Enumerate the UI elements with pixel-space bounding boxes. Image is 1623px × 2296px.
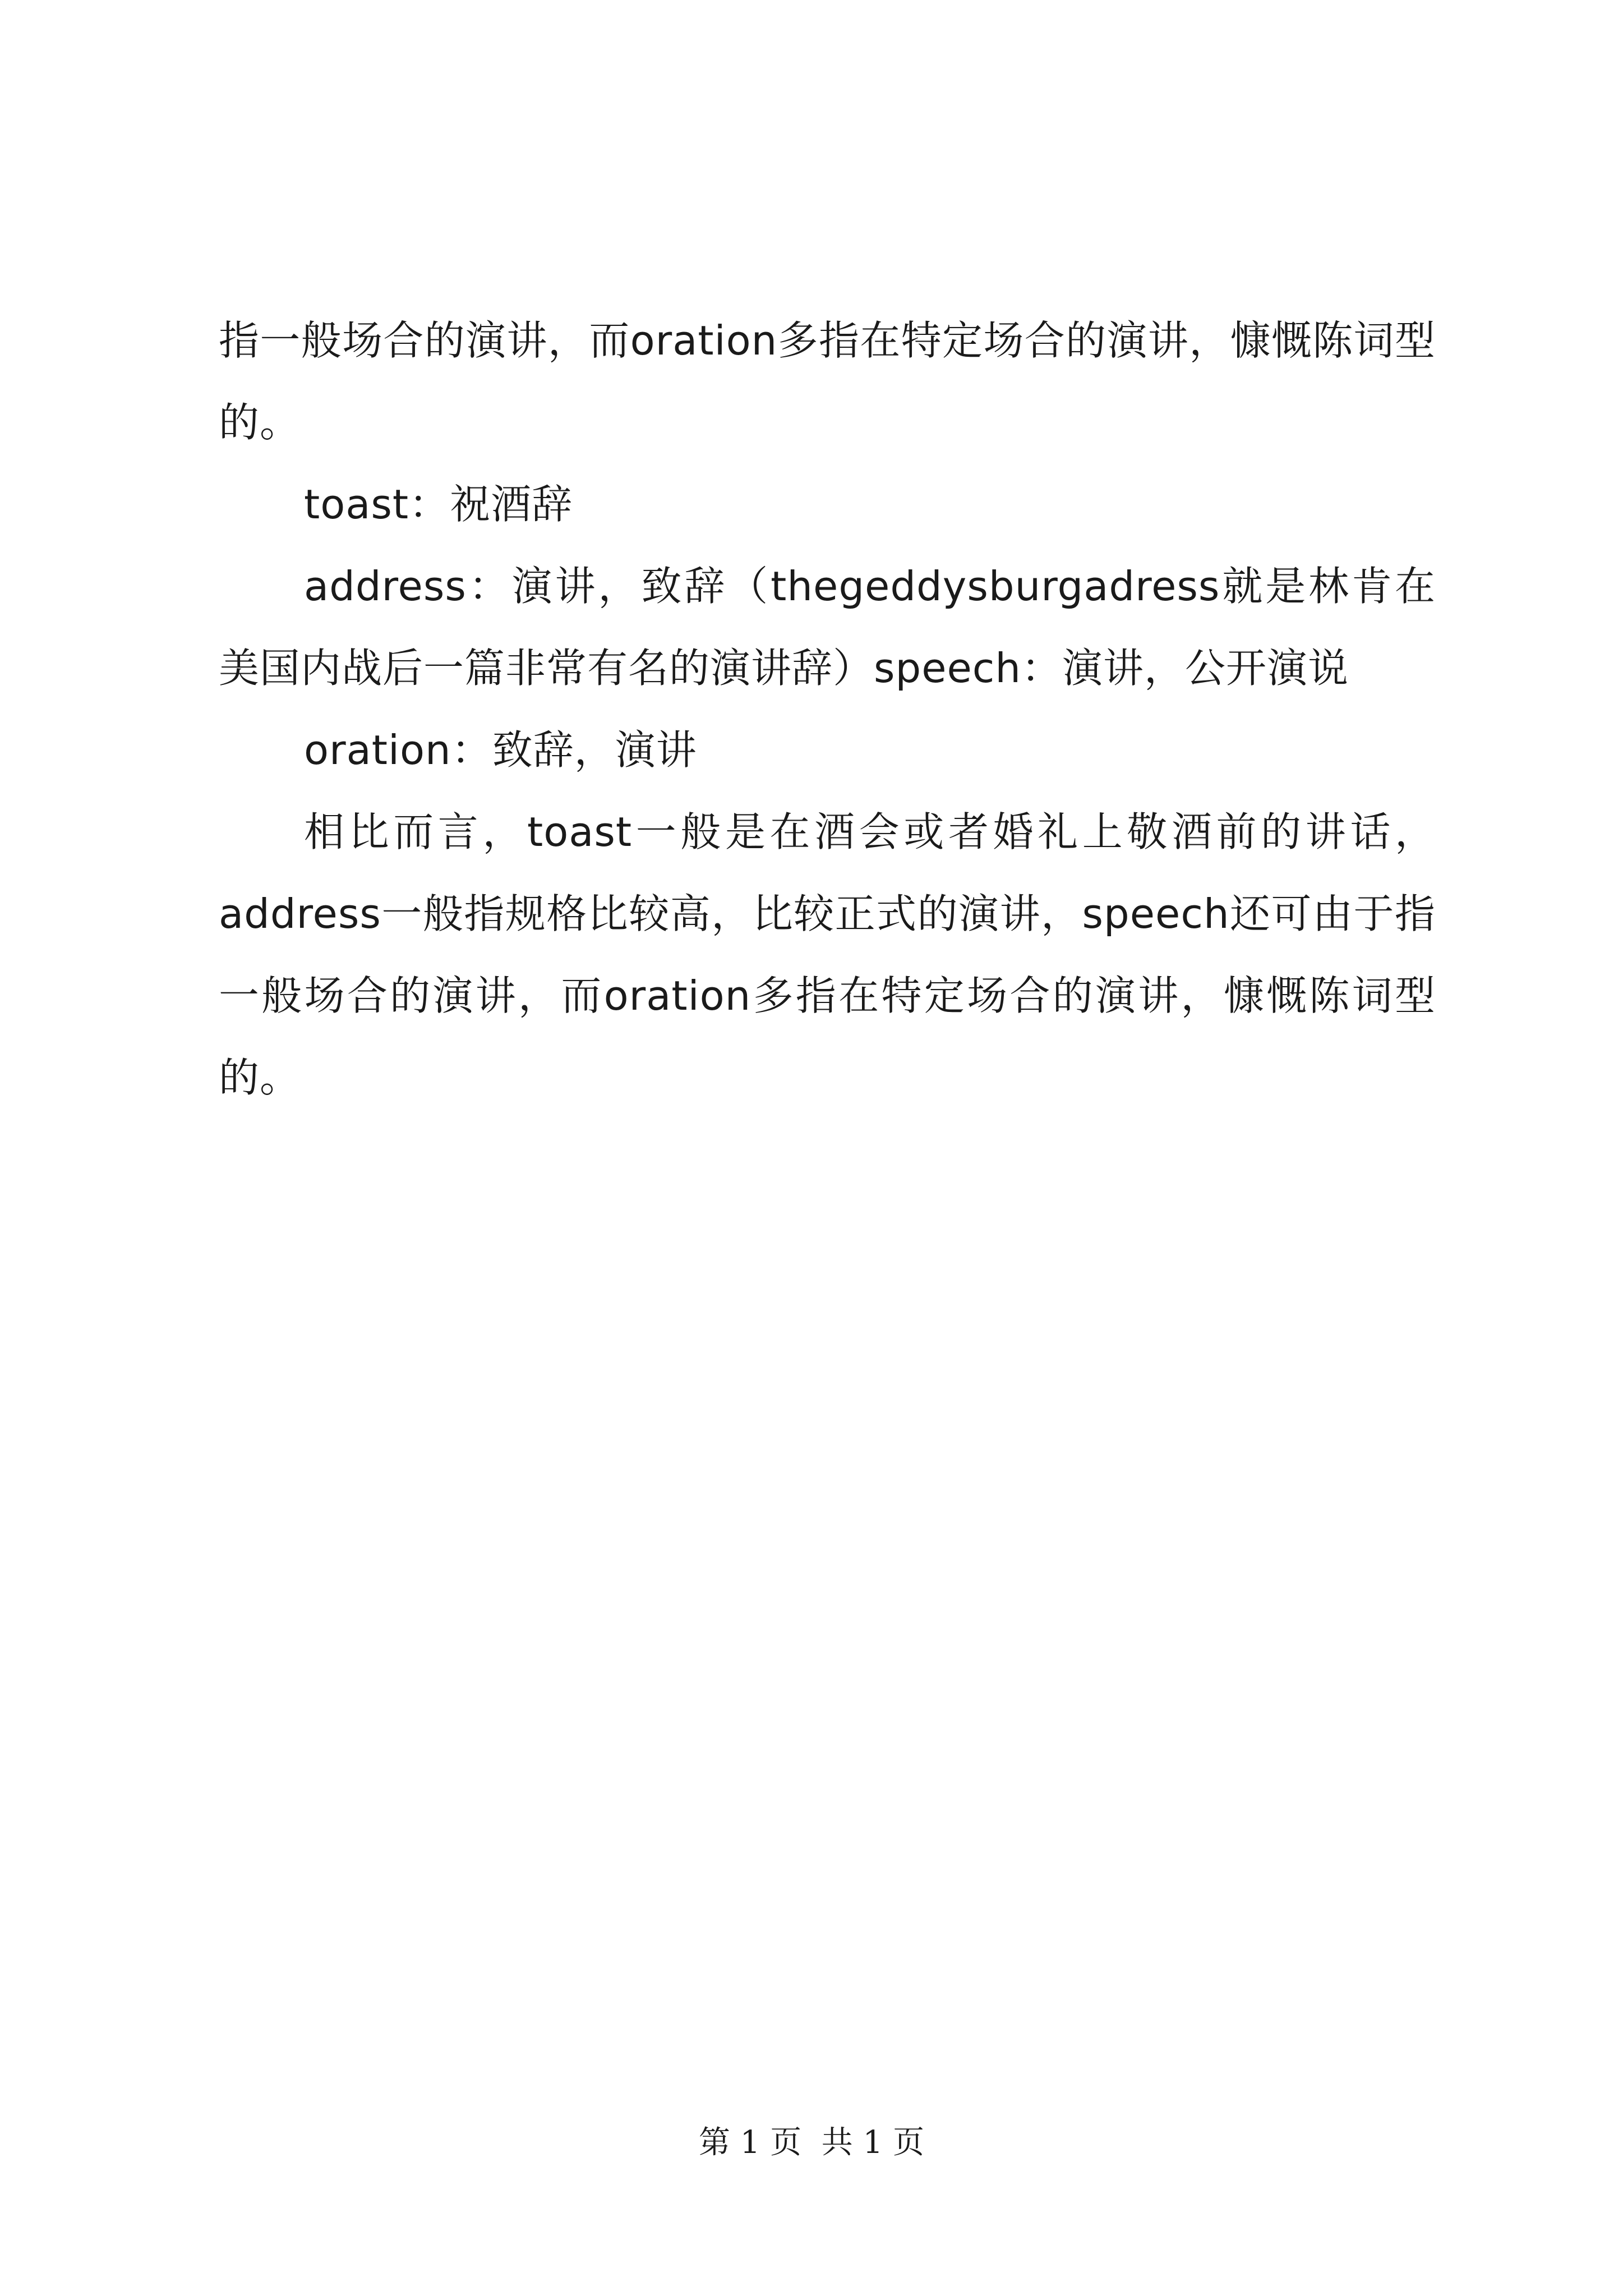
paragraph-comparison: 相比而言，toast一般是在酒会或者婚礼上敬酒前的讲话，address一般指规格比较高，比较正式的演讲，speech还可由于指一般场合的演讲，而oration多指在特定场合的演讲，慷慨陈词型的。	[219, 808, 1436, 1101]
document-body	[219, 300, 1436, 1119]
footer-total-pages: 1	[863, 2124, 883, 2161]
footer-total-suffix: 页	[893, 2124, 925, 2161]
page-footer	[0, 2120, 1623, 2165]
paragraph-toast-definition: toast：祝酒辞	[304, 481, 573, 528]
footer-page-number: 1	[740, 2124, 760, 2161]
footer-total-prefix: 共	[821, 2124, 853, 2161]
paragraph-oration-definition: oration：致辞，演讲	[304, 726, 697, 774]
footer-page-suffix: 页	[770, 2124, 802, 2161]
footer-page-prefix: 第	[698, 2124, 730, 2161]
paragraph-address-definition: address：演讲，致辞（thegeddysburgadress就是林肯在美国内战后一篇非常有名的演讲辞）speech：演讲，公开演说	[219, 563, 1436, 692]
paragraph-continuation: 指一般场合的演讲，而oration多指在特定场合的演讲，慷慨陈词型的。	[219, 317, 1436, 446]
